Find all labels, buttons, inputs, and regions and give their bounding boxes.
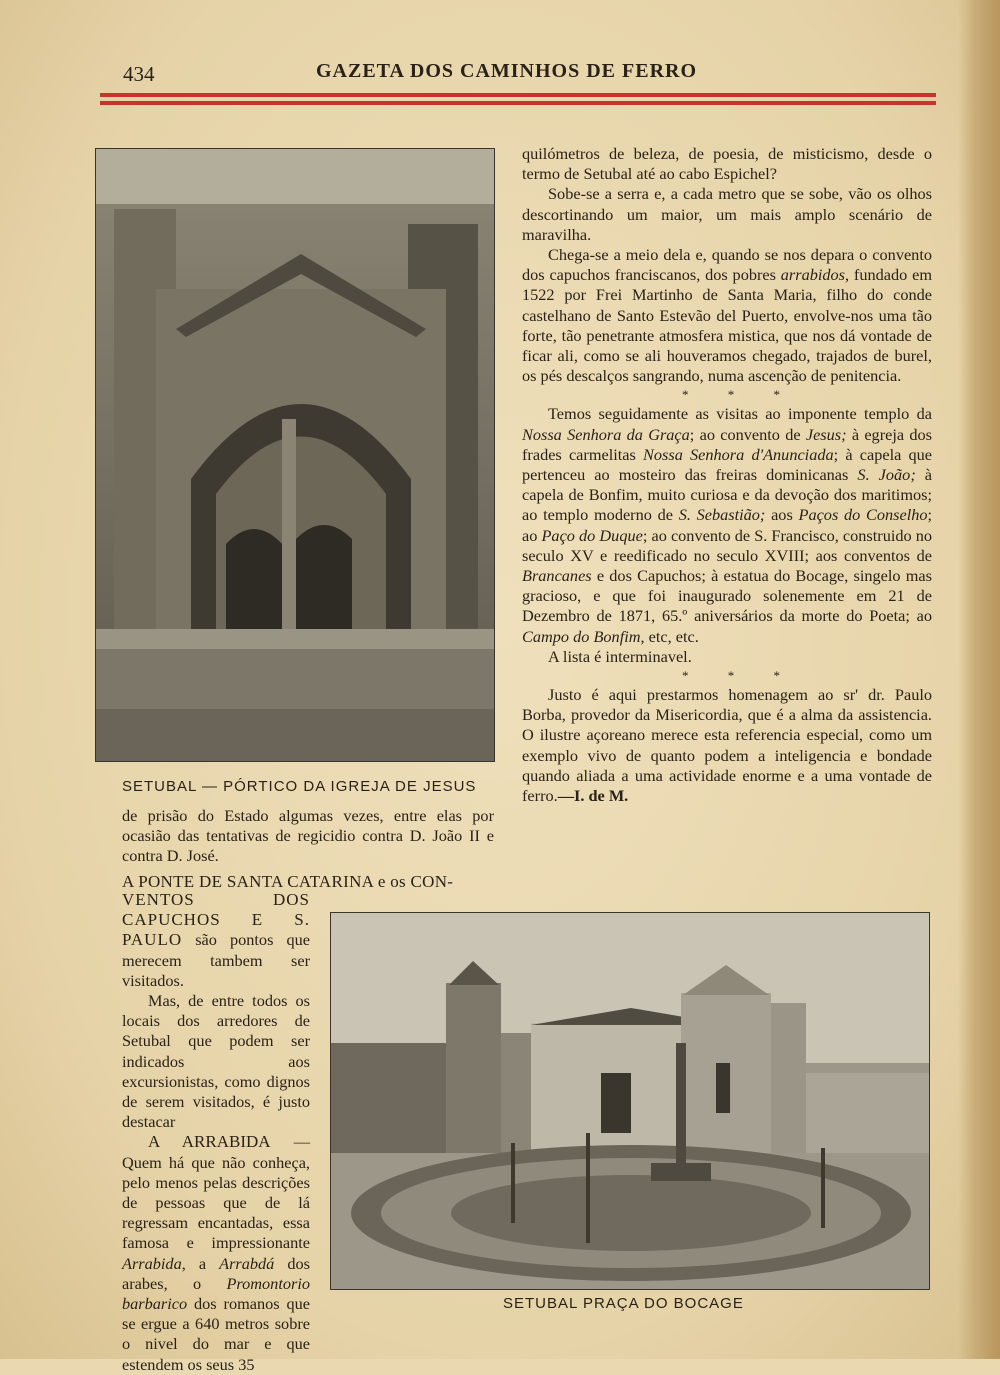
praca-do-bocage-photo [330, 912, 930, 1290]
photo-caption-square: SETUBAL PRAÇA DO BOCAGE [503, 1295, 744, 1312]
text-run: dos arabes, o [122, 1253, 310, 1293]
italic-run: Paços do Conselho [798, 505, 928, 525]
text-run: ; ao convento de [689, 424, 806, 444]
paragraph: quilómetros de beleza, de poesia, de misticismo, desde o termo de Setubal até ao cabo Espichel? [522, 144, 932, 184]
caps-run: VENTOS DOS CAPUCHOS E S. PAULO [122, 890, 310, 950]
italic-run: Arrabdá [219, 1253, 275, 1273]
text-run: , a [181, 1253, 220, 1273]
page-number: 434 [123, 62, 155, 86]
paragraph-arrabida [122, 1132, 310, 1374]
section-heading: A PONTE DE SANTA CATARINA e os CON- [122, 872, 454, 891]
italic-run: Nossa Senhora da Graça [522, 424, 690, 444]
paragraph: de prisão do Estado algumas vezes, entre elas por ocasião das tentativas de regicidio contra D. João II e contra D. José. [122, 806, 494, 866]
paragraph [122, 890, 310, 991]
text-run: Justo é aqui prestarmos homenagem ao sr' dr. Paulo Borba, provedor da Misericordia, que é a alma da assistencia. O ilustre açoreano merece esta referencia especial, como um exemplo vivo de quanto podem a inteligencia e bondade quando aliada a uma actividade enorme e a uma vontade de ferro. [522, 685, 932, 806]
italic-run: Campo do Bonfim [522, 626, 641, 646]
paragraph: Sobe-se a serra e, a cada metro que se sobe, vão os olhos descortinando um maior, um mais amplo scenário de maravilha. [522, 184, 932, 244]
header-rule-bottom [100, 101, 936, 105]
text-run: , fundado em 1522 por Frei Martinho de Santa Maria, filho do conde castelhano de Santo Estevão del Puerto, envolve-nos uma tão forte, tão penetrante atmosfera mistica, que nos dá vontade de ficar ali, como se ali houveramos chegado, trajados de burel, os pés descalços sangrando, numa ascenção de penitencia. [522, 265, 932, 386]
paragraph [522, 245, 932, 386]
italic-run: Promontorio barbarico [122, 1273, 310, 1314]
italic-run: S. João; [857, 465, 916, 485]
caps-run: A ARRABIDA [148, 1132, 271, 1152]
left-column-narrow [122, 890, 310, 1375]
paragraph [522, 685, 932, 806]
section-separator: * * * [682, 387, 798, 403]
italic-run: arrabidos [780, 265, 846, 285]
right-column [522, 144, 932, 806]
text-run: Chega-se a meio dela e, quando se nos depara o convento dos capuchos franciscanos, dos pobres [522, 245, 932, 285]
photo-caption-portal: SETUBAL — PÓRTICO DA IGREJA DE JESUS [122, 778, 477, 795]
text-run: ; ao convento de S. Francisco, construido no seculo XV e reedificado no seculo XVIII; aos conventos de [522, 525, 933, 565]
text-run: e dos Capuchos; à estatua do Bocage, singelo mas gracioso, e que foi inaugurado solenemente em 21 de Dezembro de 1871, 65.º aniversários da morte do Poeta; ao [522, 566, 932, 626]
section-separator: * * * [682, 668, 798, 684]
italic-run: Jesus; [805, 424, 847, 444]
paragraph: Mas, de entre todos os locais dos arredores de Setubal que podem ser indicados aos excursionistas, como dignos de serem visitados, é justo destacar [122, 991, 310, 1132]
text-run: à egreja dos frades carmelitas [522, 424, 932, 464]
text-run: são pontos que merecem tambem ser visitados. [122, 930, 310, 990]
italic-run: S. Sebastião; [678, 505, 766, 525]
paragraph: A lista é interminavel. [548, 646, 692, 666]
page-edge [958, 0, 1000, 1359]
left-column-top [122, 806, 494, 867]
text-run: à capela de Bonfim, muito curiosa e da devoção dos maritimos; ao templo moderno de [522, 465, 933, 525]
header-rule-top [100, 93, 936, 97]
italic-run: Nossa Senhora d'Anunciada [643, 444, 834, 464]
church-portal-illustration [96, 149, 494, 761]
text-run: ; ao [522, 505, 933, 545]
text-run: ; à capela que pertenceu ao mosteiro das freiras dominicanas [522, 444, 933, 485]
church-portal-photo [95, 148, 495, 762]
text-run: dos romanos que se ergue a 640 metros sobre o nivel do mar e que estendem os seus 35 [122, 1294, 310, 1374]
italic-run: Paço do Duque [541, 525, 643, 545]
text-run: , etc, etc. [640, 626, 699, 646]
text-run: aos [765, 505, 799, 525]
author-signature: —I. de M. [557, 786, 629, 806]
paragraph-visits [522, 404, 932, 646]
text-run: — Quem há que não conheça, pelo menos pelas descrições de pessoas que de lá regressam encantadas, essa famosa e impressionante [122, 1132, 310, 1253]
square-illustration [331, 913, 929, 1289]
journal-title: GAZETA DOS CAMINHOS DE FERRO [316, 60, 698, 82]
italic-run: Arrabida [122, 1253, 182, 1273]
italic-run: Brancanes [522, 566, 592, 586]
text-run: Temos seguidamente as visitas ao imponente templo da [548, 404, 932, 424]
